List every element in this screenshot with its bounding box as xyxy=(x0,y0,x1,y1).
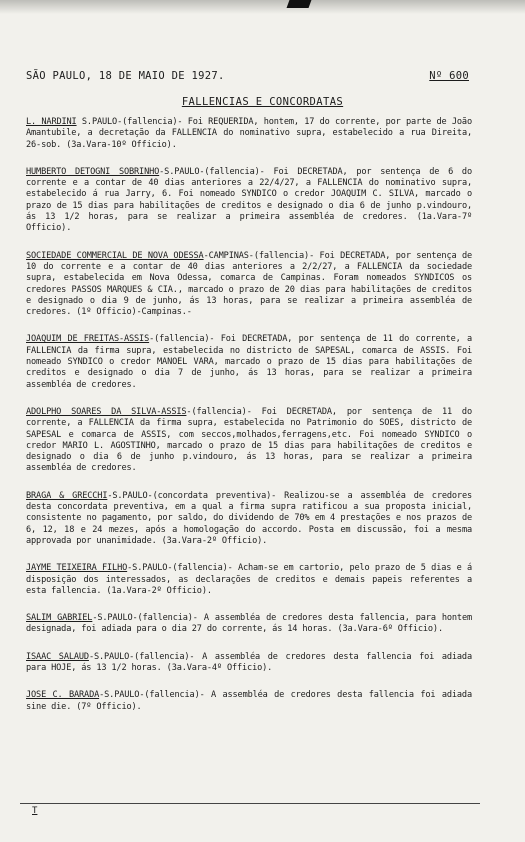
entry xyxy=(26,167,472,235)
entry xyxy=(26,334,472,390)
entry-name: ADOLPHO SOARES DA SILVA-ASSIS xyxy=(26,406,187,417)
entry-text: -S.PAULO-(fallencia)- A assembléa de credores desta fallencia foi adiada para HOJE, ás 13 1/2 horas. (3a.Vara-4º Officio). xyxy=(26,651,472,673)
footer-mark: T xyxy=(32,806,38,816)
entry-text: -(fallencia)- Foi DECRETADA, por sentença de 11 do corrente, a FALLENCIA da firma supra, estabelecida no Patrimonio do SOES, districto de SAPESAL e comarca de ASSIS, com seccos,molhados,ferragens,etc. Foi nomeado SYNDICO o credor MARIO L. AGOSTINHO, marcado o prazo de 15 dias para habilitações de creditos e designado o dia 6 de junho p.vindouro, ás 13 horas, para se realizar a primeira assembléa de credores. xyxy=(26,406,472,474)
entry-text: -S.PAULO-(fallencia)- A assembléa de credores desta fallencia, para hontem designada, foi adiada para o dia 27 do corrente, ás 14 horas. (3a.Vara-6º Officio). xyxy=(26,613,472,635)
page-footer xyxy=(20,803,480,816)
entry-text: S.PAULO-(fallencia)- Foi REQUERIDA, hontem, 17 do corrente, por parte de João Amantubile, a decretação da FALLENCIA do nominativo supra, estabelecido a rua Direita, 26-sob. (3a.Vara-10º Officio). xyxy=(26,117,472,150)
bulletin-header xyxy=(26,70,469,82)
entry-name: JOAQUIM DE FREITAS-ASSIS xyxy=(26,334,150,345)
entry-name: HUMBERTO DETOGNI SOBRINHO xyxy=(26,166,160,177)
entry-text: -S.PAULO-(fallencia)- A assembléa de credores desta fallencia foi adiada sine die. (7º Officio). xyxy=(26,690,472,712)
entry-text: -S.PAULO-(fallencia)- Foi DECRETADA, por sentença de 6 do corrente e a contar de 40 dias anteriores a 22/4/27, a FALLENCIA do nominativo supra, estabelecido á rua Jarry, 6. Foi nomeado SYNDICO o credor JOAQUIM C. SILVA, marcado o prazo de 15 dias para habilitações de creditos e designado o dia 6 de junho p.vindouro, ás 13 1/2 horas, para se realizar a primeira assembléa de credores. (1a.Vara-7º Officio). xyxy=(26,166,472,234)
entry-name: BRAGA & GRECCHI xyxy=(26,490,108,501)
entry xyxy=(26,690,472,713)
entry-name: ISAAC SALAUD xyxy=(26,651,89,662)
entry xyxy=(26,491,472,547)
entry-name: JOSE C. BARADA xyxy=(26,690,100,701)
entry-text: -S.PAULO-(fallencia)- Acham-se em cartorio, pelo prazo de 5 dias e á disposição dos interessados, as declarações de creditos e demais papeis referentes a esta fallencia. (1a.Vara-2º Officio). xyxy=(26,563,473,596)
entry-name: SALIM GABRIEL xyxy=(26,613,93,624)
entry xyxy=(26,117,472,151)
entry-text: -(fallencia)- Foi DECRETADA, por sentença de 11 do corrente, a FALLENCIA da firma supra, estabelecida no districto de SAPESAL, comarca de ASSIS. Foi nomeado SYNDICO o credor MANOEL VARA, marcado o prazo de 15 dias para habilitações de creditos e designado o dia 7 de junho, ás 13 horas, para se realizar a primeira assembléa de credores. xyxy=(26,334,472,390)
entry xyxy=(26,407,472,475)
entry xyxy=(26,563,472,597)
bulletin-number: Nº 600 xyxy=(429,70,469,82)
entry-name: JAYME TEIXEIRA FILHO xyxy=(26,563,128,574)
entry-name: SOCIEDADE COMMERCIAL DE NOVA ODESSA xyxy=(26,250,204,261)
scan-artifact xyxy=(287,0,312,8)
entry-name: L. NARDINI xyxy=(26,117,77,127)
section-title: FALLENCIAS E CONCORDATAS xyxy=(181,96,344,108)
entry-text: -S.PAULO-(concordata preventiva)- Realizou-se a assembléa de credores desta concordata preventiva, em a qual a firma supra ratificou a sua proposta inicial, consistente no pagamento, por saldo, do dividendo de 70% em 4 prestações e nos prazos de 6, 12, 18 e 24 mezes, após a homologação do accordo. Posta em discussão, foi a mesma approvada por unanimidade. (3a.Vara-2º Officio). xyxy=(26,490,472,546)
entry xyxy=(26,251,472,319)
place-date: SÃO PAULO, 18 DE MAIO DE 1927. xyxy=(26,70,225,82)
scan-shadow xyxy=(0,0,525,14)
entry xyxy=(26,652,472,675)
entry-text: -CAMPINAS-(fallencia)- Foi DECRETADA, por sentença de 10 do corrente e a contar de 40 dias anteriores a 2/2/27, a FALLENCIA da sociedade supra, estabelecida em Nova Odessa, comarca de Campinas. Foram nomeados SYNDICOS os credores PASSOS MARQUES & CIA., marcado o prazo de 20 dias para habilitações de creditos e designado o dia 9 de junho, ás 13 horas, para se realizar a primeira assembléa de credores. (1º Officio)-Campinas.- xyxy=(26,250,473,318)
entries-list xyxy=(26,117,472,729)
entry xyxy=(26,613,472,636)
